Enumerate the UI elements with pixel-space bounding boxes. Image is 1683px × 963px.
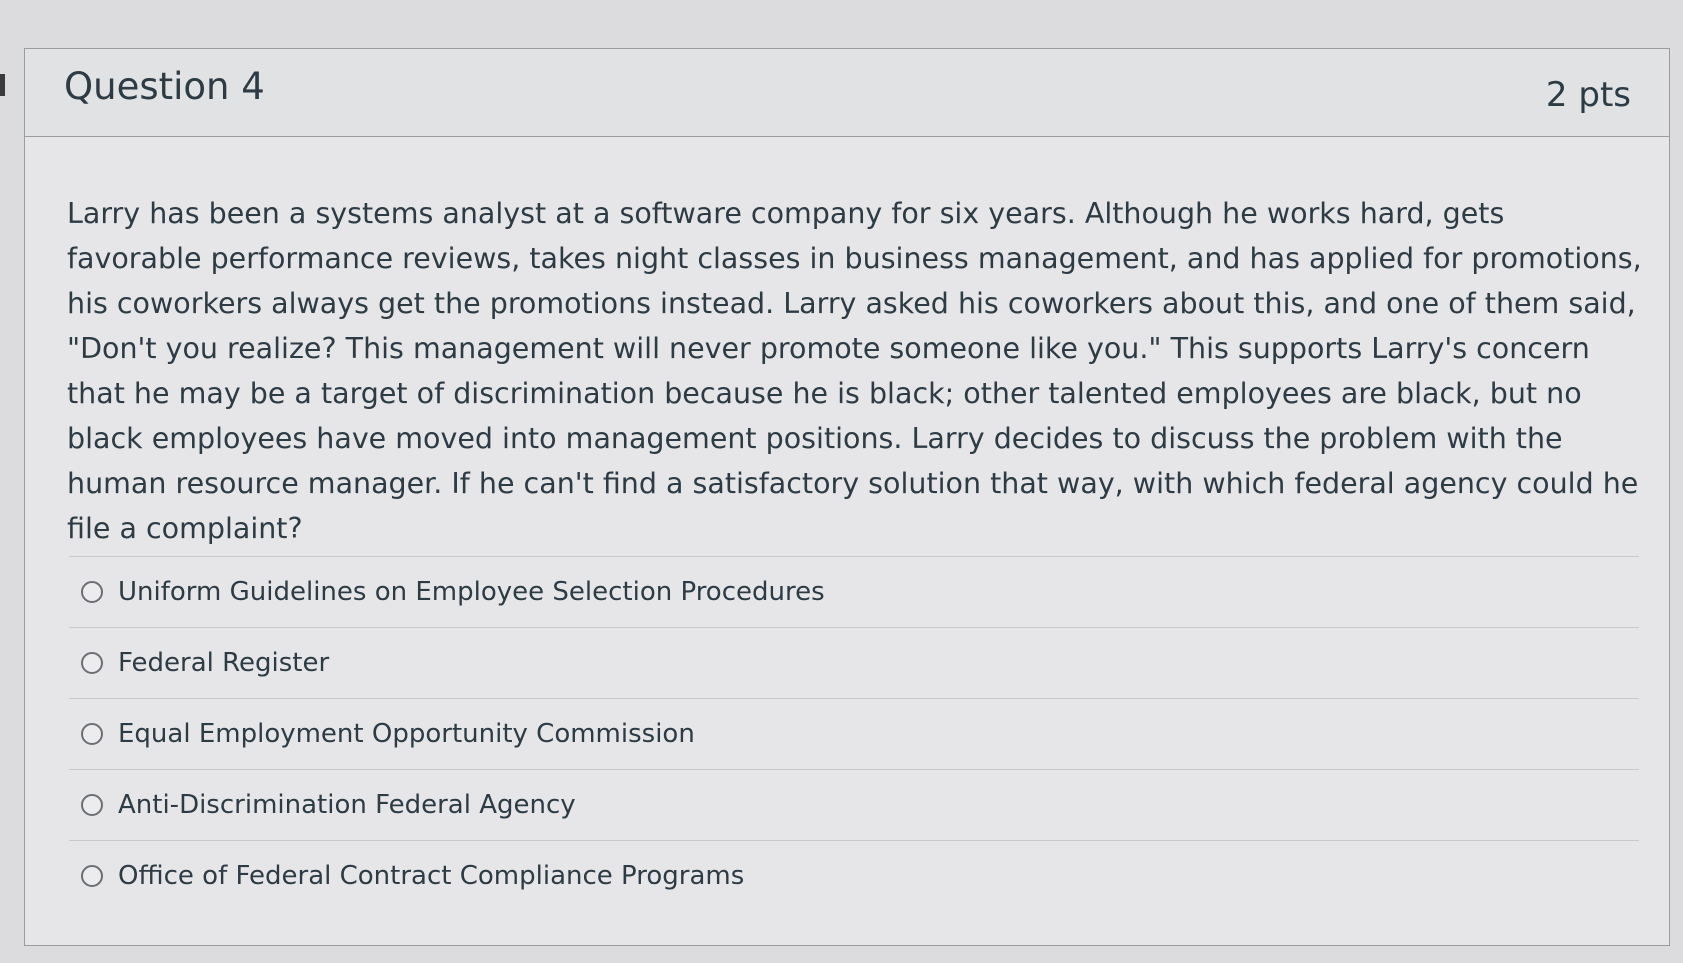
answer-list — [69, 556, 1639, 911]
radio-button[interactable] — [81, 794, 103, 816]
edge-marker — [0, 74, 5, 96]
answer-option[interactable] — [69, 698, 1639, 769]
question-text: Larry has been a systems analyst at a software company for six years. Although he works hard, gets favorable performance reviews, takes night classes in business management, and has applied for promotions, his coworkers always get the promotions instead. Larry asked his coworkers about this, and one of them said, "Don't you realize? This management will never promote someone like you." This supports Larry's concern that he may be a target of discrimination because he is black; other talented employees are black, but no black employees have moved into management positions. Larry decides to discuss the problem with the human resource manager. If he can't find a satisfactory solution that way, with which federal agency could he file a complaint? — [67, 197, 1642, 545]
answer-option[interactable] — [69, 627, 1639, 698]
radio-button[interactable] — [81, 652, 103, 674]
answer-label[interactable]: Equal Employment Opportunity Commission — [118, 719, 695, 749]
answer-option[interactable] — [69, 840, 1639, 911]
question-header — [25, 49, 1669, 137]
answer-label[interactable]: Anti-Discrimination Federal Agency — [118, 790, 576, 820]
radio-button[interactable] — [81, 723, 103, 745]
answer-option[interactable] — [69, 769, 1639, 840]
question-card — [24, 48, 1670, 946]
answer-label[interactable]: Federal Register — [118, 648, 330, 678]
radio-button[interactable] — [81, 581, 103, 603]
radio-button[interactable] — [81, 865, 103, 887]
answer-option[interactable] — [69, 556, 1639, 627]
answer-label[interactable]: Uniform Guidelines on Employee Selection Procedures — [118, 577, 825, 607]
question-title: Question 4 — [64, 65, 265, 108]
answer-label[interactable]: Office of Federal Contract Compliance Programs — [118, 861, 745, 891]
question-points: 2 pts — [1545, 75, 1631, 115]
